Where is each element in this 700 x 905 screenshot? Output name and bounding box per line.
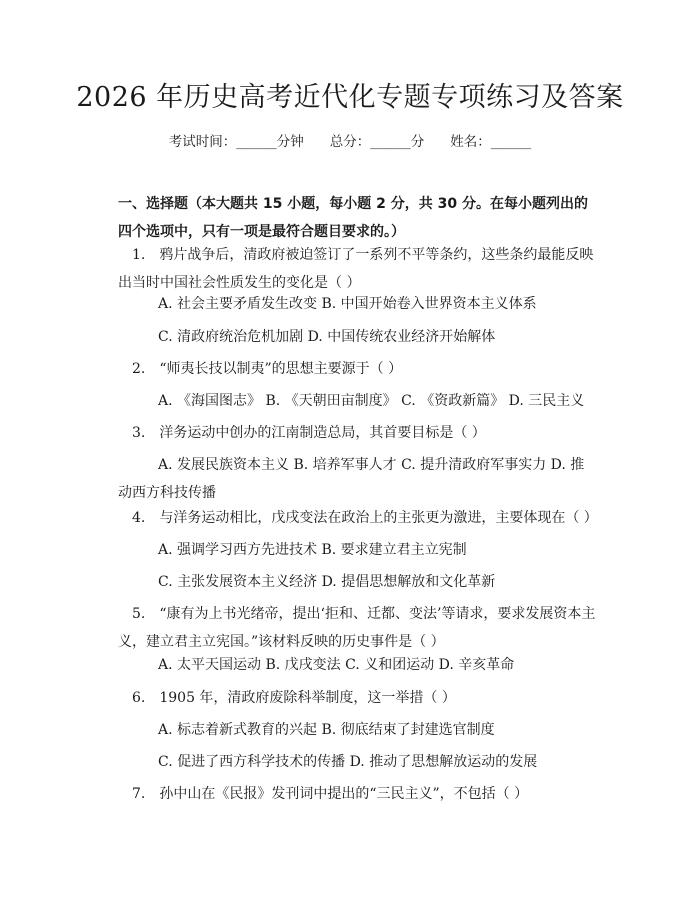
question-5-stem: 5. “康有为上书光绪帝，提出‘拒和、迁都、变法’等请求，要求发展资本主义，建立君主立宪国。”该材料反映的历史事件是（ ） [118,606,596,650]
question-7 [118,780,598,808]
question-1-options-a: A. 社会主要矛盾发生改变 B. 中国开始卷入世界资本主义体系 [158,296,537,312]
question-3 [118,419,598,447]
student-name-field: 姓名：______ [450,134,532,150]
question-5 [118,600,598,656]
question-3-stem: 3. 洋务运动中创办的江南制造总局，其首要目标是（ ） [132,425,486,441]
question-6-stem: 6. 1905 年，清政府废除科举制度，这一举措（ ） [132,690,456,706]
question-6 [118,684,598,712]
question-3-options: A. 发展民族资本主义 B. 培养军事人才 C. 提升清政府军事实力 D. 推动西方科技传播 [118,457,585,501]
question-2-stem: 2. “师夷长技以制夷”的思想主要源于（ ） [132,361,403,377]
question-1-stem: 1. 鸦片战争后，清政府被迫签订了一系列不平等条约，这些条约最能反映出当时中国社会性质发生的变化是（ ） [118,247,594,291]
question-4 [118,504,598,532]
exam-time-field: 考试时间：______分钟 [168,134,304,150]
total-score-field: 总分：______分 [329,134,425,150]
question-4-options-a: A. 强调学习西方先进技术 B. 要求建立君主立宪制 [158,542,467,558]
question-4-options-b: C. 主张发展资本主义经济 D. 提倡思想解放和文化革新 [158,574,496,590]
question-2 [118,355,598,383]
question-4-stem: 4. 与洋务运动相比，戊戌变法在政治上的主张更为激进，主要体现在（ ） [132,510,598,526]
exam-meta-line [0,132,700,152]
document-title: 2026 年历史高考近代化专题专项练习及答案 [76,82,624,113]
question-7-stem: 7. 孙中山在《民报》发刊词中提出的“三民主义”，不包括（ ） [132,786,529,802]
question-6-options-a: A. 标志着新式教育的兴起 B. 彻底结束了封建选官制度 [158,722,495,738]
question-5-options: A. 太平天国运动 B. 戊戌变法 C. 义和团运动 D. 辛亥革命 [158,657,515,673]
section-heading: 一、选择题（本大题共 15 小题，每小题 2 分，共 30 分。在每小题列出的四个选项中，只有一项是最符合题目要求的。） [118,196,588,240]
question-1-options-b: C. 清政府统治危机加剧 D. 中国传统农业经济开始解体 [158,329,496,345]
question-1 [118,241,598,297]
question-2-options: A. 《海国图志》 B. 《天朝田亩制度》 C. 《资政新篇》 D. 三民主义 [158,393,585,409]
question-6-options-b: C. 促进了西方科学技术的传播 D. 推动了思想解放运动的发展 [158,754,538,770]
